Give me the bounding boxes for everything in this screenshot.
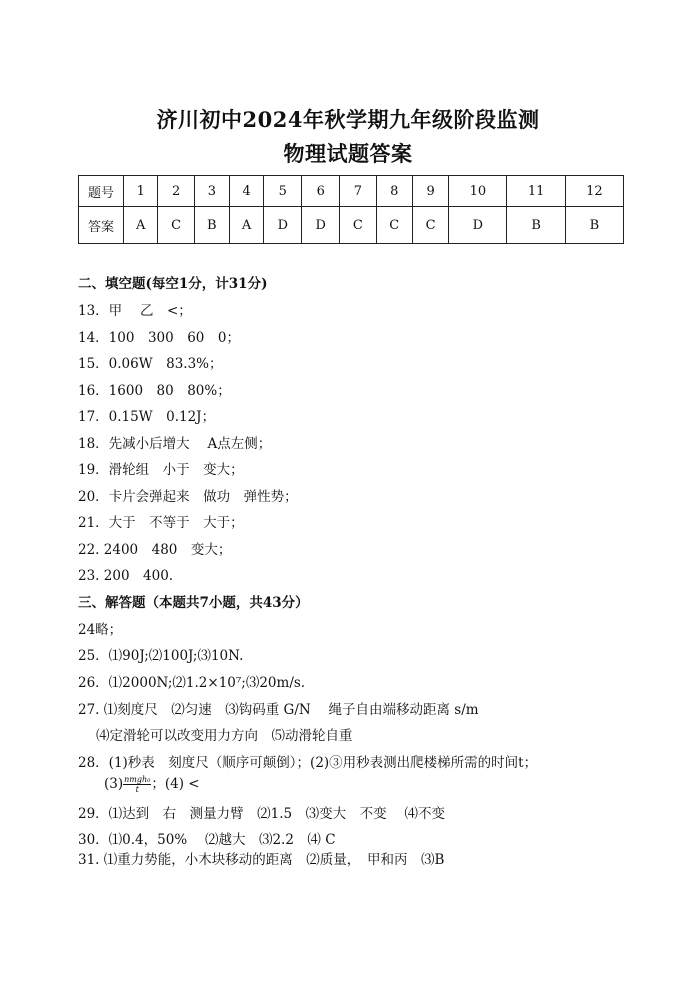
- row-header-answer: 答案: [79, 207, 124, 244]
- answer-cell: B: [194, 207, 229, 244]
- answer-line-31: 31. ⑴重力势能，小木块移动的距离 ⑵质量， 甲和丙 ⑶B: [78, 852, 445, 868]
- answer-line-21: 21．大于 不等于 大于；: [78, 515, 244, 531]
- power-fraction: [123, 775, 151, 794]
- answer-cell: C: [412, 207, 448, 244]
- fraction-denominator: t: [135, 785, 139, 794]
- document-subtitle: 物理试题答案: [283, 141, 413, 166]
- answer-line-22: 22. 2400 480 变大；: [78, 542, 232, 558]
- question-number: 8: [376, 176, 412, 207]
- row-header-number: 题号: [79, 176, 124, 207]
- answer-line-13: 13．甲 乙 <；: [78, 303, 192, 319]
- question-number: 6: [302, 176, 340, 207]
- answer-cell: B: [507, 207, 565, 244]
- answer-line-27a: 27. ⑴刻度尺 ⑵匀速 ⑶钩码重 G/N 绳子自由端移动距离 s/m: [78, 702, 479, 718]
- question-number: 5: [264, 176, 302, 207]
- answer-line-26: 26．⑴2000N;⑵1.2×10⁷;⑶20m/s.: [78, 675, 306, 691]
- question-number: 4: [229, 176, 263, 207]
- question-number-row: [79, 176, 624, 207]
- answer-cell: D: [449, 207, 507, 244]
- answer-cell: C: [340, 207, 376, 244]
- answer-cell: A: [229, 207, 263, 244]
- document-title: 济川初中2024年秋学期九年级阶段监测: [156, 107, 540, 132]
- answer-line-27b: ⑷定滑轮可以改变用力方向 ⑸动滑轮自重: [96, 728, 353, 744]
- answer-line-25: 25．⑴90J;⑵100J;⑶10N.: [78, 648, 244, 664]
- answer-line-29: 29．⑴达到 右 测量力臂 ⑵1.5 ⑶变大 不变 ⑷不变: [78, 806, 445, 822]
- answer-line-28a: 28．(1)秒表 刻度尺（顺序可颠倒）；(2)③用秒表测出爬楼梯所需的时间t；: [78, 755, 538, 771]
- answer-line-19: 19．滑轮组 小于 变大；: [78, 462, 244, 478]
- answer-line-23: 23. 200 400.: [78, 568, 174, 584]
- answer-line-16: 16．1600 80 80%；: [78, 383, 231, 399]
- answer-line-20: 20．卡片会弹起来 做功 弹性势；: [78, 489, 298, 505]
- question-number: 7: [340, 176, 376, 207]
- section-header-solve: 三、解答题（本题共7小题，共43分）: [78, 595, 309, 611]
- answer-line-28b: [104, 772, 200, 794]
- answer-line-17: 17．0.15W 0.12J；: [78, 409, 216, 425]
- question-number: 12: [565, 176, 623, 207]
- answer-cell: B: [565, 207, 623, 244]
- answer-cell: D: [302, 207, 340, 244]
- answer-cell: D: [264, 207, 302, 244]
- fraction-numerator: nmgh₀: [124, 775, 151, 784]
- section-header-fill: 二、填空题(每空1分，计31分): [78, 276, 268, 292]
- answer-line-18: 18．先减小后增大 A点左侧；: [78, 436, 272, 452]
- answer-line-14: 14．100 300 60 0；: [78, 330, 240, 346]
- part-3-label: (3): [104, 776, 124, 792]
- question-number: 9: [412, 176, 448, 207]
- question-number: 10: [449, 176, 507, 207]
- part-4-text: ；(4) <: [151, 776, 200, 792]
- answer-cell: C: [376, 207, 412, 244]
- answer-line-15: 15．0.06W 83.3%；: [78, 356, 223, 372]
- answer-line-30: 30．⑴0.4，50% ⑵越大 ⑶2.2 ⑷ C: [78, 832, 336, 848]
- answer-row: [79, 207, 624, 244]
- answer-cell: A: [124, 207, 158, 244]
- answer-table: [78, 175, 624, 244]
- question-number: 11: [507, 176, 565, 207]
- question-number: 2: [158, 176, 194, 207]
- question-number: 3: [194, 176, 229, 207]
- answer-line-24: 24略；: [78, 622, 123, 638]
- question-number: 1: [124, 176, 158, 207]
- answer-cell: C: [158, 207, 194, 244]
